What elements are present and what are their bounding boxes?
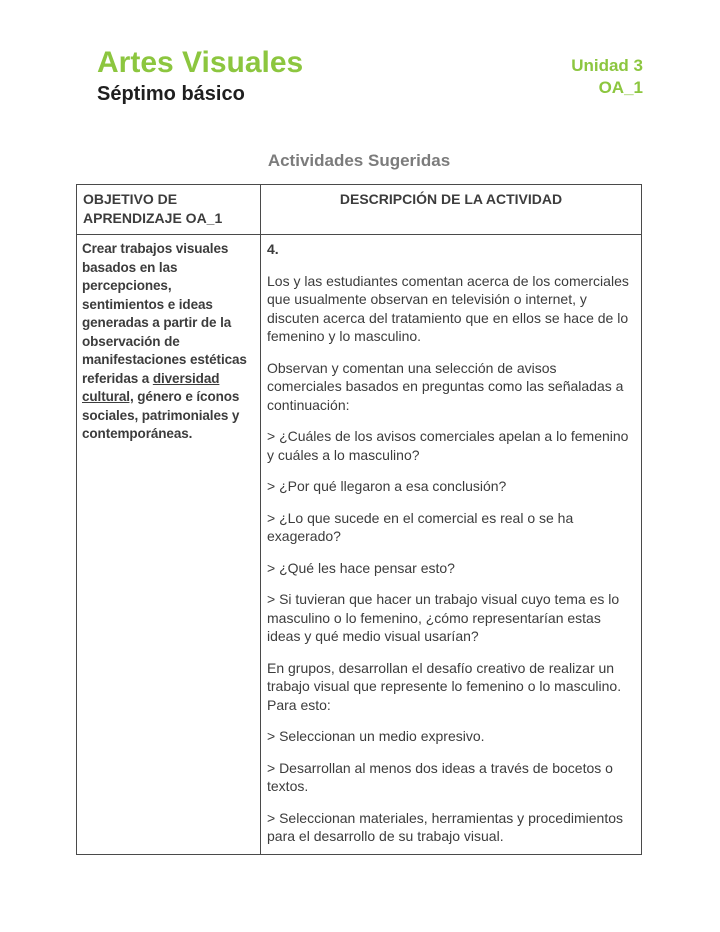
activity-bullet: > ¿Qué les hace pensar esto?	[267, 559, 455, 576]
oa-code-label: OA_1	[598, 78, 643, 97]
activity-bullet: > Seleccionan materiales, herramientas y procedimientos para el desarrollo de su trabajo visual.	[267, 809, 624, 844]
unit-label: Unidad 3	[571, 56, 643, 75]
objective-underlined-text: diversidad cultural,	[82, 370, 220, 404]
activity-bullet: > Desarrollan al menos dos ideas a través de bocetos o textos.	[267, 759, 613, 794]
activity-bullet: > ¿Cuáles de los avisos comerciales apelan a lo femenino y cuáles a lo masculino?	[267, 428, 629, 463]
activity-number: 4.	[267, 241, 279, 257]
activities-table	[76, 184, 642, 855]
objective-cell	[77, 235, 261, 855]
activity-bullet: > Si tuvieran que hacer un trabajo visual cuyo tema es lo masculino o lo femenino, ¿cómo representarían estas ideas y qué medio visual usarían?	[267, 591, 620, 644]
description-column-header: DESCRIPCIÓN DE LA ACTIVIDAD	[261, 185, 642, 235]
activity-bullet: > Seleccionan un medio expresivo.	[267, 728, 485, 744]
subject-title: Artes Visuales	[97, 46, 304, 79]
objective-column-header: OBJETIVO DE APRENDIZAJE OA_1	[77, 185, 261, 235]
activity-paragraph: Los y las estudiantes comentan acerca de los comerciales que usualmente observan en televisión o internet, y discuten acerca del tratamiento que en ellos se hace de lo femenino y lo masculino.	[267, 272, 629, 344]
activity-description-cell	[261, 235, 642, 855]
section-heading: Actividades Sugeridas	[267, 151, 451, 170]
header-left-block	[97, 46, 303, 106]
objective-text-after: género e íconos sociales, patrimoniales y contemporáneas.	[82, 389, 240, 441]
activity-bullet: > ¿Lo que sucede en el comercial es real o se ha exagerado?	[267, 509, 574, 544]
document-header	[0, 0, 720, 106]
objective-text-before: Crear trabajos visuales basados en las percepciones, sentimientos e ideas generadas a partir de la observación de manifestaciones estéticas referidas a	[82, 241, 247, 386]
grade-subtitle: Séptimo básico	[97, 83, 245, 105]
activity-paragraph: En grupos, desarrollan el desafío creativo de realizar un trabajo visual que represente lo femenino o lo masculino. Para esto:	[267, 659, 622, 713]
table-header-row	[77, 185, 642, 235]
header-right-block	[571, 46, 643, 99]
activity-bullet: > ¿Por qué llegaron a esa conclusión?	[267, 478, 507, 494]
activity-paragraph: Observan y comentan una selección de avisos comerciales basados en preguntas como las señaladas a continuación:	[267, 359, 624, 413]
table-body-row	[77, 235, 642, 855]
